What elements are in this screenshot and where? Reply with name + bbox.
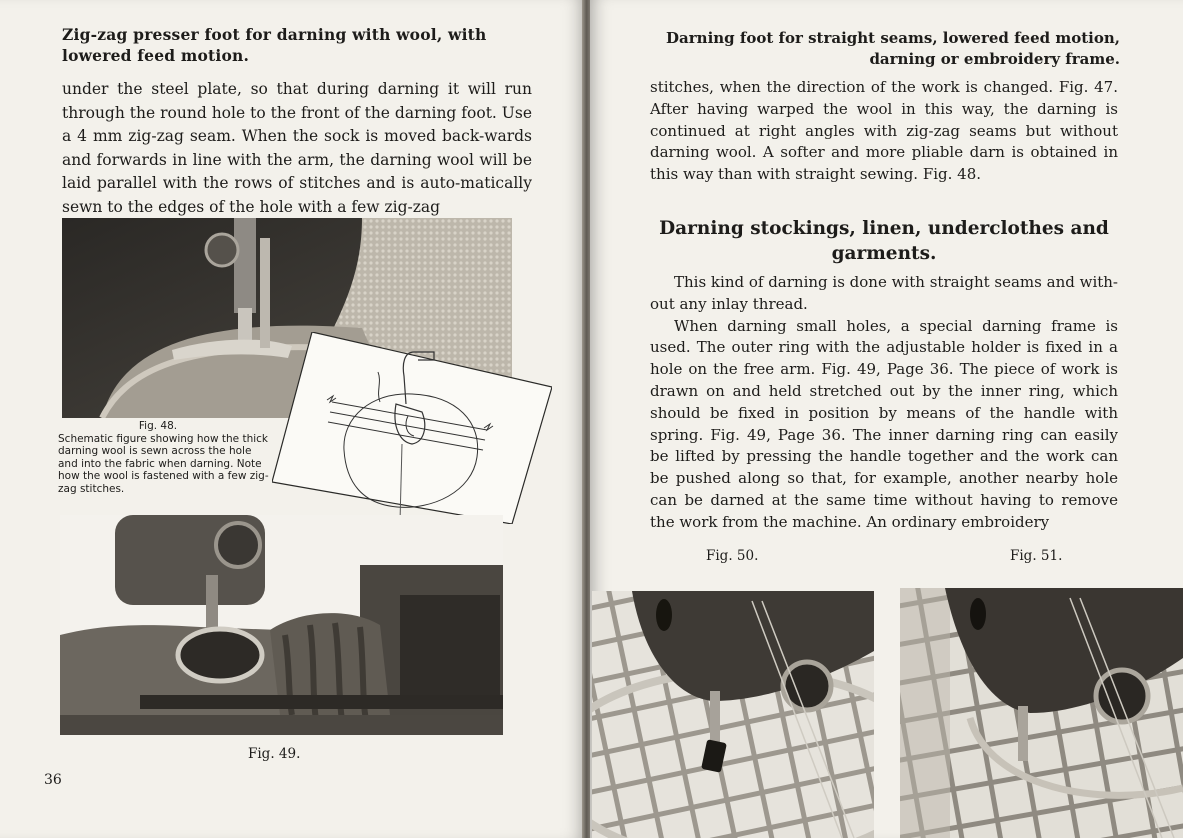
- fig48-caption-block: [58, 420, 270, 495]
- fig50-label: Fig. 50.: [706, 548, 759, 564]
- right-page-paragraph-2: When darning small holes, a special darning frame is used. The outer ring with the adjustable holder is fixed in a hole on the free arm. Fig. 49, Page 36. The piece of work is drawn on and held stretched out by the inner ring, which should be fixed in position by means of the handle with spring. Fig. 49, Page 36. The inner darning ring can easily be lifted by pressing the handle together and the work can be pushed along so that, for example, another nearby hole can be darned at the same time without having to remove the work from the machine. An ordinary embroidery: [650, 316, 1118, 531]
- fig49-photo: [60, 515, 503, 735]
- right-page-paragraph-continued: stitches, when the direction of the work is changed. Fig. 47. After having warped the wool in this way, the darning is continued at right angles with zig-zag seams but without darning wool. A softer and more pliable darn is obtained in this way than with straight sewing. Fig. 48.: [650, 78, 1118, 184]
- left-page: [0, 0, 584, 838]
- fig48-label: Fig. 48.: [138, 420, 178, 432]
- left-page-heading: Zig-zag presser foot for darning with wool, with lowered feed motion.: [62, 25, 487, 65]
- fig48-caption: Schematic figure showing how the thick darning wool is sewn across the hole and into the fabric when darning. Note how the wool is fastened with a few zig-zag stitches.: [58, 432, 269, 495]
- right-page-top-paragraph: [650, 77, 1118, 186]
- right-page-body: [650, 272, 1118, 534]
- right-page-paragraph-1: This kind of darning is done with straight seams and with-out any inlay thread.: [650, 273, 1118, 313]
- fig50-photo: [592, 591, 874, 838]
- fig51-photo: [900, 588, 1183, 838]
- section-title: Darning stockings, linen, underclothes and garments.: [659, 218, 1109, 264]
- fig51-label: Fig. 51.: [1010, 548, 1063, 564]
- page-number: 36: [44, 772, 62, 788]
- left-page-body: under the steel plate, so that during darning it will run through the round hole to the front of the darning foot. Use a 4 mm zig-zag seam. When the sock is moved back-wards and forwards in line with the arm, the darning wool will be laid parallel with the rows of stitches and is auto-matically sewn to the edges of the hole with a few zig-zag: [62, 80, 532, 216]
- fig48-schematic-drawing: [272, 332, 552, 524]
- fig49-label: Fig. 49.: [248, 746, 301, 762]
- right-page-heading: Darning foot for straight seams, lowered feed motion, darning or embroidery frame.: [666, 29, 1120, 68]
